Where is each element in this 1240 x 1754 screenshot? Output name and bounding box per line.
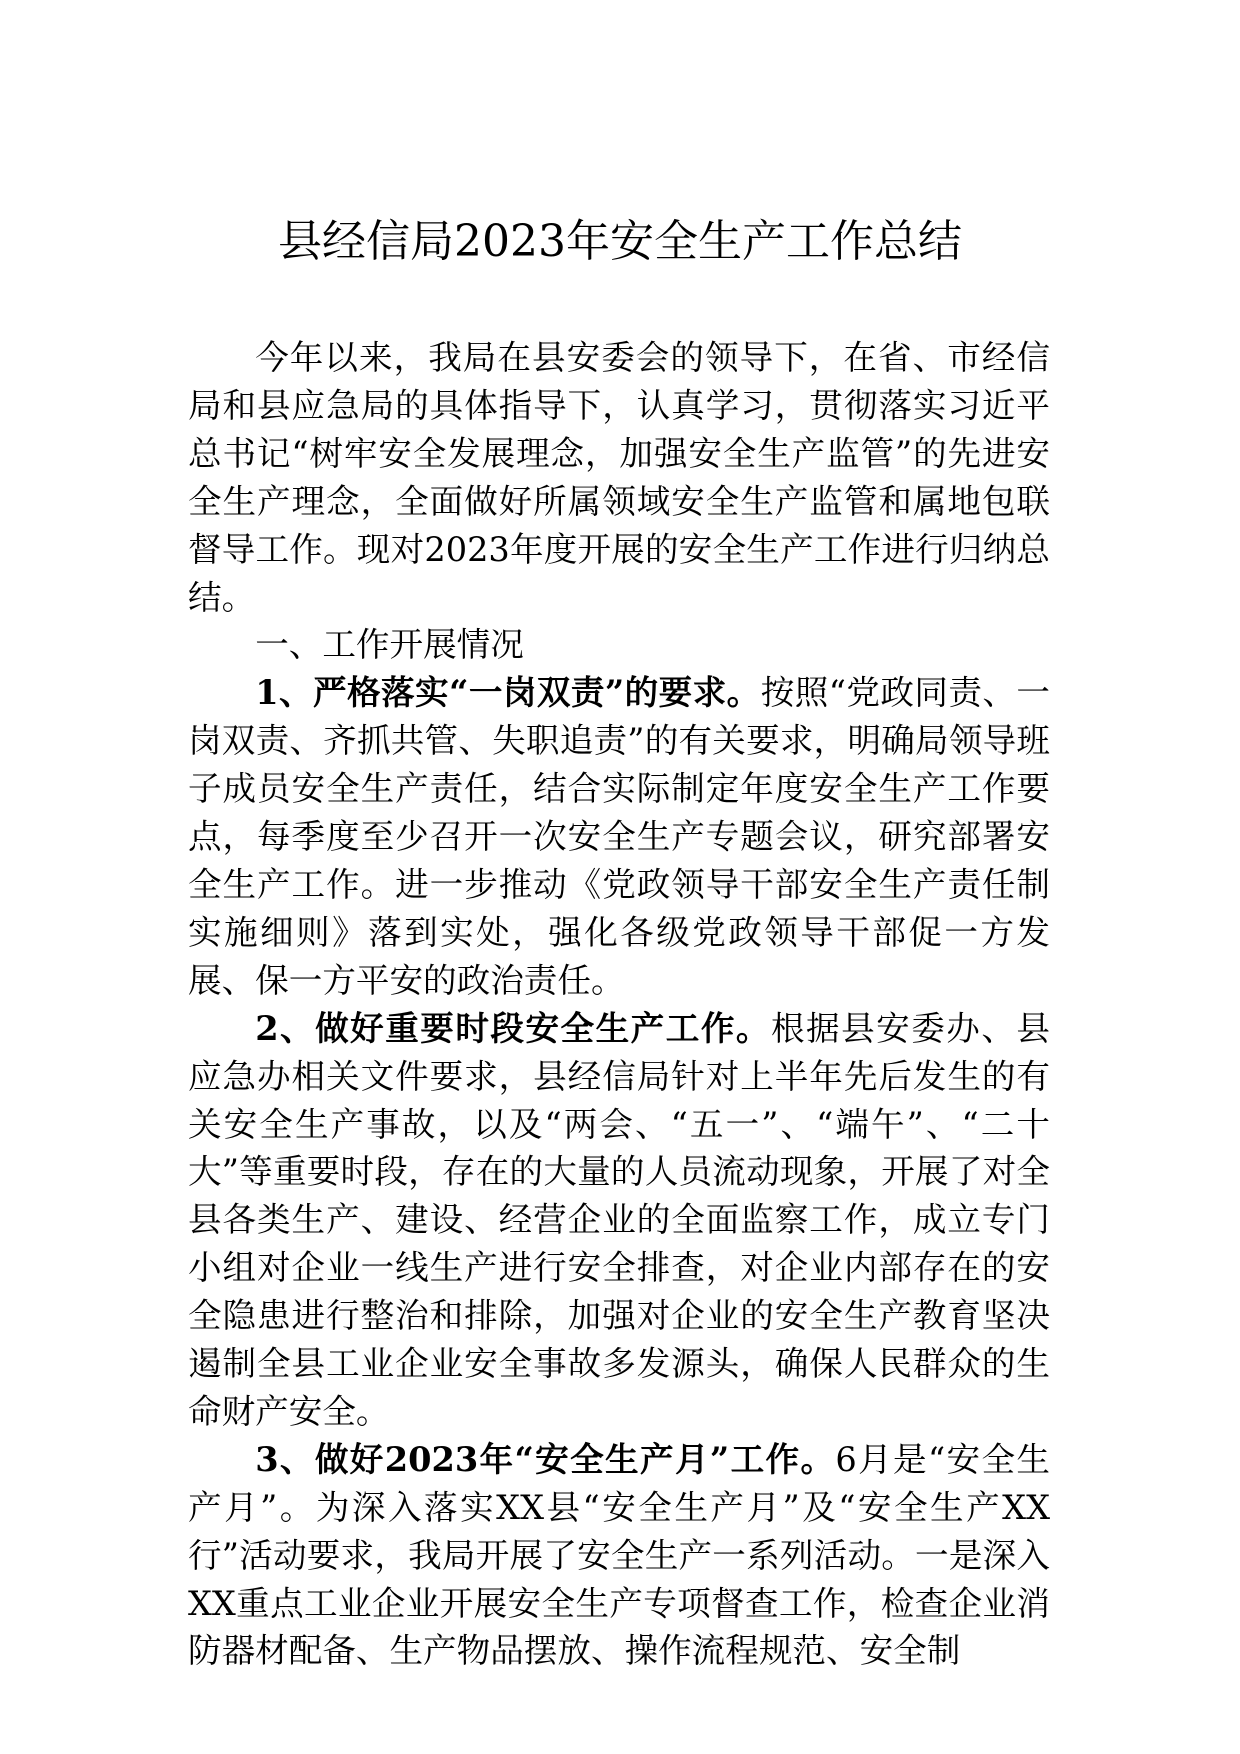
document-title: 县经信局2023年安全生产工作总结: [278, 216, 962, 267]
document-body: [188, 334, 1050, 1675]
item-lead-1: 1、严格落实“一岗双责”的要求。: [255, 672, 761, 713]
item-lead-3: 3、做好2023年“安全生产月”工作。: [255, 1438, 836, 1479]
item-paragraph-3: [188, 1436, 1050, 1676]
paragraph-text: 今年以来，我局在县安委会的领导下，在省、市经信局和县应急局的具体指导下，认真学习，贯彻落实习近平总书记“树牢安全发展理念，加强安全生产监管”的先进安全生产理念，全面做好所属领域安全生产监管和属地包联督导工作。现对2023年度开展的安全生产工作进行归纳总结。: [188, 338, 1050, 617]
paragraph-text: 根据县安委办、县应急办相关文件要求，县经信局针对上半年先后发生的有关安全生产事故，以及“两会、“五一”、“端午”、“二十大”等重要时段，存在的大量的人员流动现象，开展了对全县各类生产、建设、经营企业的全面监察工作，成立专门小组对企业一线生产进行安全排查，对企业内部存在的安全隐患进行整治和排除，加强对企业的安全生产教育坚决遏制全县工业企业安全事故多发源头，确保人民群众的生命财产安全。: [188, 1008, 1050, 1431]
section-heading: [188, 621, 1050, 669]
intro-paragraph: [188, 334, 1050, 621]
item-lead-2: 2、做好重要时段安全生产工作。: [255, 1007, 771, 1048]
item-paragraph-1: [188, 669, 1050, 1004]
paragraph-text: 6月是“安全生产月”。为深入落实XX县“安全生产月”及“安全生产XX行”活动要求，我局开展了安全生产一系列活动。一是深入XX重点工业企业开展安全生产专项督查工作，检查企业消防器材配备、生产物品摆放、操作流程规范、安全制: [188, 1439, 1050, 1671]
section-heading-text: 一、工作开展情况: [255, 625, 524, 665]
paragraph-text: 按照“党政同责、一岗双责、齐抓共管、失职追责”的有关要求，明确局领导班子成员安全生产责任，结合实际制定年度安全生产工作要点，每季度至少召开一次安全生产专题会议，研究部署安全生产工作。进一步推动《党政领导干部安全生产责任制实施细则》落到实处，强化各级党政领导干部促一方发展、保一方平安的政治责任。: [188, 673, 1050, 1000]
item-paragraph-2: [188, 1005, 1050, 1436]
